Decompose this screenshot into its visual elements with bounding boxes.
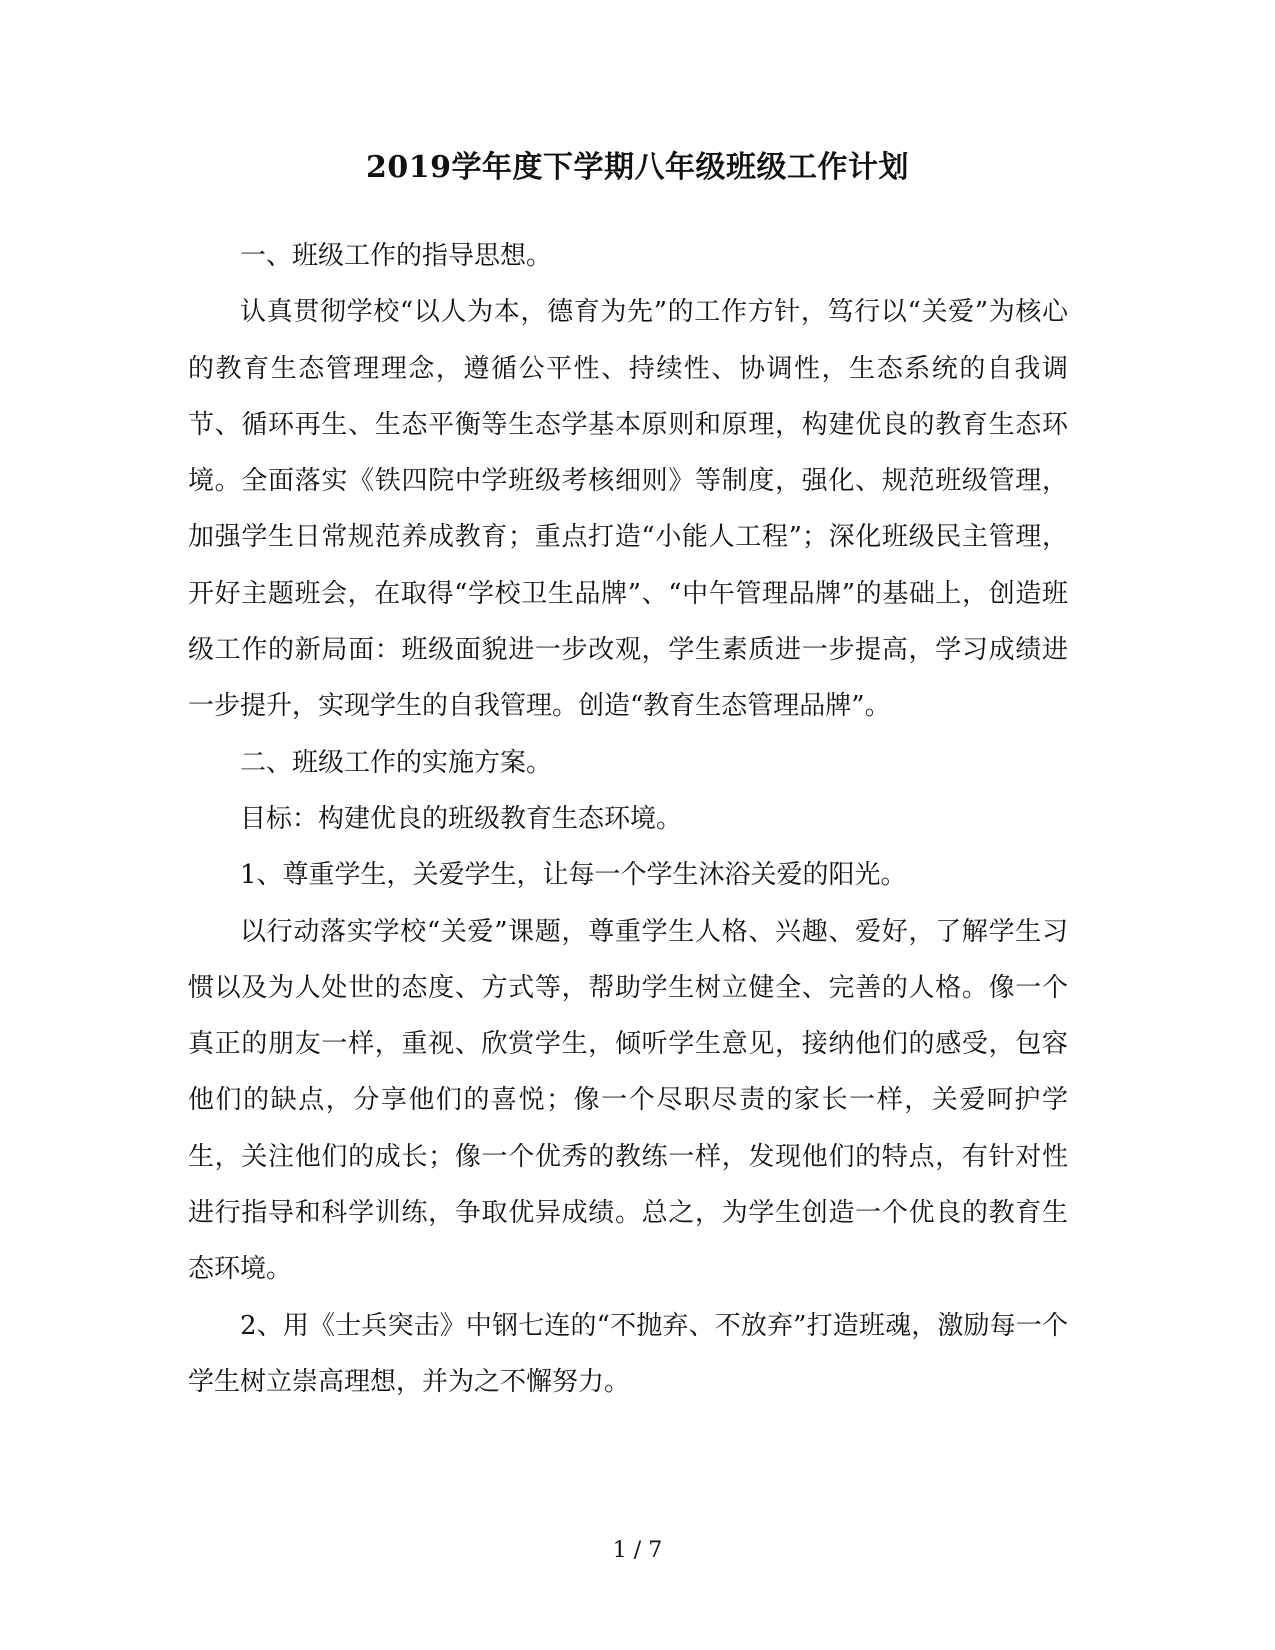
page-number: 1 / 7	[612, 1538, 663, 1563]
paragraph-goal: 目标：构建优良的班级教育生态环境。	[240, 803, 683, 834]
paragraph-item-1: 以行动落实学校“关爱”课题，尊重学生人格、兴趣、爱好，了解学生习惯以及为人处世的态度、方式等，帮助学生树立健全、完善的人格。像一个真正的朋友一样，重视、欣赏学生，倾听学生意见，接纳他们的感受，包容他们的缺点，分享他们的喜悦；像一个尽职尽责的家长一样，关爱呵护学生，关注他们的成长；像一个优秀的教练一样，发现他们的特点，有针对性进行指导和科学训练，争取优异成绩。总之，为学生创造一个优良的教育生态环境。	[188, 916, 1068, 1285]
document-body	[188, 228, 1068, 1410]
heading-implementation-plan: 二、班级工作的实施方案。	[240, 747, 553, 778]
paragraph-guiding-thought: 认真贯彻学校“以人为本，德育为先”的工作方针，笃行以“关爱”为核心的教育生态管理理念，遵循公平性、持续性、协调性，生态系统的自我调节、循环再生、生态平衡等生态学基本原则和原理，构建优良的教育生态环境。全面落实《铁四院中学班级考核细则》等制度，强化、规范班级管理，加强学生日常规范养成教育；重点打造“小能人工程”；深化班级民主管理，开好主题班会，在取得“学校卫生品牌”、“中午管理品牌”的基础上，创造班级工作的新局面：班级面貌进一步改观，学生素质进一步提高，学习成绩进一步提升，实现学生的自我管理。创造“教育生态管理品牌”。	[188, 297, 1068, 722]
heading-guiding-thought: 一、班级工作的指导思想。	[240, 241, 553, 271]
document-title: 2019学年度下学期八年级班级工作计划	[366, 150, 909, 185]
heading-item-1: 1、尊重学生，关爱学生，让每一个学生沐浴关爱的阳光。	[240, 860, 907, 891]
heading-item-2: 2、用《士兵突击》中钢七连的“不抛弃、不放弃”打造班魂，激励每一个学生树立崇高理想，并为之不懈努力。	[188, 1310, 1068, 1397]
